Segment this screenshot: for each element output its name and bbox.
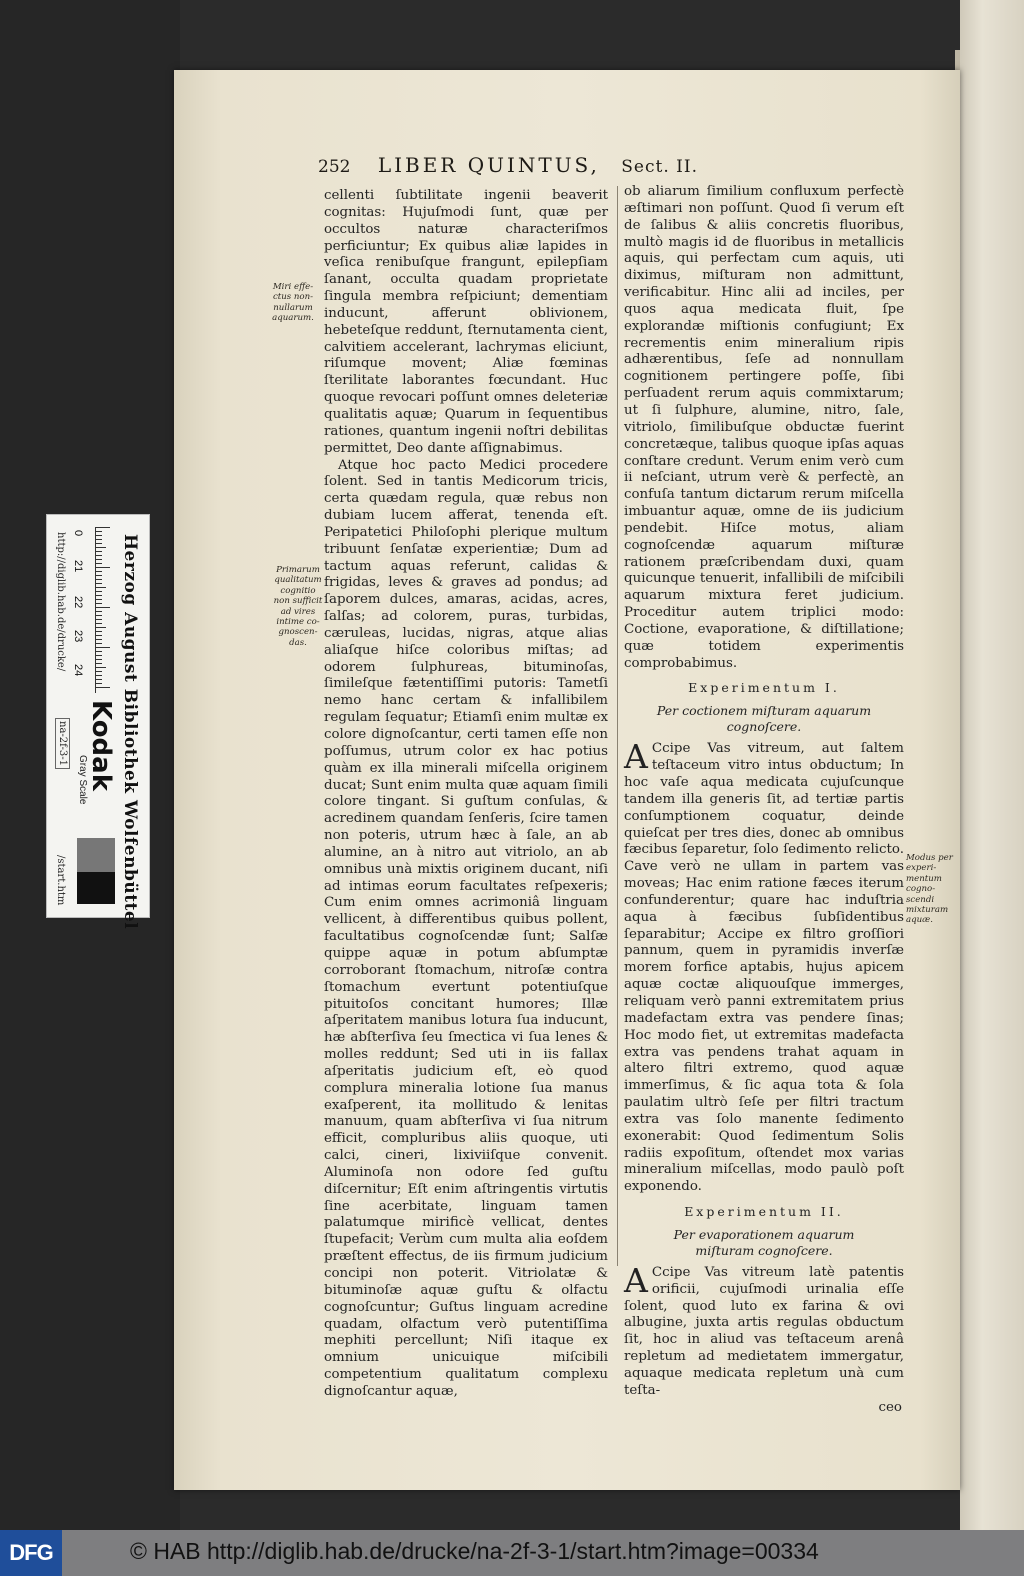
ruler-tick xyxy=(96,651,102,652)
paragraph: cellenti ſubtilitate ingenii beaverit cognitas: Hujuſmodi ſunt, quæ per occultos naturæ characteriſmos perficiuntur; Ex quibus aliæ lapides in veſica renibuſque frangunt, epilepſiam ſanant, occulta quadam proprietate ſingula membra reſpiciunt; dementiam inducunt, afferunt oblivionem, hebeteſque reddunt, ſternutamenta cient, calvitiem accelerant, lachrymas eliciunt, riſumque movent; Aliæ fœminas ſterilitate laborantes fœcundant. Huc quoque revocari poſſunt omnes deleteriæ qualitatis aquæ; Quarum in ſequentibus rationes, quantum ingenii noſtri debilitas permittet, Deo dante aſſignabimus. xyxy=(324,188,608,456)
ruler-tick xyxy=(96,595,102,596)
right-column xyxy=(624,184,904,1417)
black-swatch xyxy=(77,872,115,904)
paragraph xyxy=(624,1260,904,1400)
ruler-tick xyxy=(96,671,102,672)
margin-note: Primarum qualitatum cognitio non sufficit ad vires intime co-gnoscen-das. xyxy=(273,565,323,648)
gray-swatch xyxy=(77,838,115,872)
drop-cap: A xyxy=(624,1260,648,1300)
ruler-tick xyxy=(96,615,102,616)
ruler-tick xyxy=(96,539,102,540)
ruler-tick xyxy=(96,591,102,592)
ruler-tick xyxy=(96,543,102,544)
ruler-label: 21 xyxy=(72,560,84,573)
ruler-tick xyxy=(96,547,106,548)
column-divider xyxy=(617,186,618,1266)
ruler-tick xyxy=(96,579,102,580)
ruler-tick xyxy=(96,575,102,576)
ruler-label: 0 xyxy=(72,530,84,537)
ruler-tick xyxy=(96,563,102,564)
ruler-tick xyxy=(96,531,102,532)
experiment-heading: Experimentum I. xyxy=(688,680,840,696)
ruler-tick xyxy=(96,643,102,644)
experiment-text: Ccipe Vas vitreum latè patentis orificii, cujuſmodi urinalia eſſe ſolent, quod luto ex farina & ovi albugine, juxta artis regulas obductum ſit, hoc in aliud vas teſtaceum arenâ repletum ad medietatem immergatur, aquaque medicata repletum unà cum teſta- xyxy=(624,1264,904,1398)
ruler-tick xyxy=(96,619,102,620)
running-head xyxy=(318,153,838,183)
experiment-subtitle: Per coctionem miſturam aquarum cognoſcere. xyxy=(656,703,872,735)
ruler-tick xyxy=(96,635,102,636)
ruler-tick xyxy=(96,555,102,556)
book-title: LIBER QUINTUS, xyxy=(377,153,600,177)
ruler-tick xyxy=(96,599,102,600)
experiment-text: Ccipe Vas vitreum, aut ſaltem teſtaceum vitro intus obductum; In hoc vaſe aqua medicata cujuſcunque tandem illa generis ſit, ad tertiæ partis conſumptionem coquatur, deinde quieſcat per tres dies, donec ab omnibus fæcibus ſeparetur, ſolo ſedimento relicto. Cave verò ne ullam in partem vas moveas; Hac enim ratione fæces iterum confunderentur; quare hac induſtria aqua à fæcibus ſubſidentibus ſeparabitur; Accipe ex filtro groſſiori pannum, quem in pyramidis inverſæ morem forfice aptabis, hujus apicem aquæ coctæ aliquouſque immerges, reliquam verò panni extremitatem prius madefactam extra vas pendere ſinas; Hoc modo fiet, ut extremitas madefacta extra vas pendens trahat aquam in altero filtri extremo, quod aquæ immerſimus, & ſic aqua tota & ſola paulatim ultrò ſeſe per filtri tractum extra vas ſolo manente ſedimento exonerabit: Quod ſedimentum Solis radiis expoſitum, oſtendet mox varias mineralium miſcellas, modo paulò poſt exponendo. xyxy=(624,741,904,1195)
ruler-label: 23 xyxy=(72,630,84,643)
dfg-logo: DFG xyxy=(0,1530,62,1576)
ruler-tick xyxy=(96,687,110,688)
ruler xyxy=(95,527,118,693)
ruler-tick xyxy=(96,527,110,528)
ruler-tick xyxy=(96,679,102,680)
paragraph xyxy=(624,737,904,1196)
experiment-heading: Experimentum II. xyxy=(684,1204,844,1220)
ruler-tick xyxy=(96,607,110,608)
margin-note: Miri effe-ctus non-nullarum aquarum. xyxy=(272,282,314,324)
ruler-tick xyxy=(96,559,102,560)
drop-cap: A xyxy=(624,737,648,777)
ruler-tick xyxy=(96,603,102,604)
card-id: na-2f-3-1 xyxy=(55,718,70,769)
ruler-tick xyxy=(96,627,106,628)
footer-copyright-url[interactable]: © HAB http://diglib.hab.de/drucke/na-2f-3-1/start.htm?image=00334 xyxy=(130,1538,819,1564)
experiment-subtitle: Per evaporationem aquarum miſturam cognoſcere. xyxy=(673,1226,855,1258)
ruler-tick xyxy=(96,683,102,684)
ruler-tick xyxy=(96,571,102,572)
paragraph: Atque hoc pacto Medici procedere ſolent. Sed in tantis Medicorum tricis, certa quædam regula, quæ rebus non dubiam lucem afferat, tenenda eſt. Peripatetici Philoſophi plerique multum tribuunt ſenſatæ experientiæ; Dum ad tactum aquas referunt, calidas & frigidas, leves & graves ad pondus; ad ſaporem dulces, amaras, acidas, acres, ſalſas; ad colorem, puras, turbidas, cæruleas, lucidas, nigras, atque alias aliaſque hiſce coloribus miſtas; ad odorem ſulphureas, bituminoſas, ſimileſque fætentiſſimi putoris: Tametſi nemo hanc certam & infallibilem regulam ſequatur; Etiamſi enim multæ ex colore dignoſcantur, certi tamen eſſe non poſſumus, utrum color ex hac potius quàm ex illa minerali miſcella originem ducat; Sunt enim multa quæ aquam ſimili colore tingant. Si guſtum conſulas, & acredinem quandam ſenſeris, ſcire tamen non poteris, utrum hæc à ſale, an ab alumine, an à nitro aut vitriolo, an ab omnibus unà mixtis originem ducant, niſi ad intimas eorum facultates reſpexeris; Cum enim omnes acrimoniâ linguam vellicent, à differentibus quibus pollent, facultatibus cognoſcendæ ſunt; Salſæ quippe aquæ in potum abſumptæ corroborant ſtomachum, nitroſæ contra ſtomachum evertunt potentiuſque pituitoſos concitant humores; Illæ aſperitatem manibus lotura ſua inducunt, hæ abſterſiva ſeu ſmectica vi ſua lenes & molles reddunt; Sed uti in iis fallax aſperitatis judicium eſt, eò quod complura mineralia lotione ſua manus exaſperent, ita mollitudo & lenitas manuum, quam abſterſiva vi ſua nitrum efficit, compluribus aliis quoque, uti calci, cineri, lixiviiſque convenit. Aluminoſa non odore ſed guſtu diſcernitur; Eſt enim aſtringentis virtutis ſine acerbitate, linguam tamen palatumque mirificè vellicat, dentes ſtupefacit; Verùm cum multa alia eoſdem præſtent effectus, de iis firmum judicium concipi non poterit. Vitriolatæ & bituminoſæ aquæ guſtu & olfactu cognoſcuntur; Guſtus linguam acredine quadam, olfactum verò putentiſſima mephiti percellunt; Niſi itaque ex omnium unicuique miſcibili competentium qualitatum complexu dignoſcantur aquæ, xyxy=(324,457,608,1399)
ruler-tick xyxy=(96,567,110,568)
card-library-name: Herzog August Bibliothek Wolfenbüttel xyxy=(120,534,140,930)
ruler-tick xyxy=(96,647,110,648)
ruler-tick xyxy=(96,655,102,656)
ruler-tick xyxy=(96,675,102,676)
ruler-label: 24 xyxy=(72,664,84,677)
catchword: ceo xyxy=(878,1399,902,1415)
ruler-tick xyxy=(96,583,102,584)
card-start: /start.htm xyxy=(55,855,66,906)
ruler-tick xyxy=(96,631,102,632)
page-number: 252 xyxy=(318,157,351,177)
ruler-label: 22 xyxy=(72,596,84,609)
left-column xyxy=(324,188,608,1401)
card-url: http://diglib.hab.de/drucke/ xyxy=(55,532,66,672)
paragraph: ob aliarum ſimilium confluxum perfectè æſtimari non poſſunt. Quod ſi verum eſt de ſalibus & aliis concretis fluoribus, multò magis id de fluoribus in metallicis aquis, qui perfectam cum aquis, uti diximus, miſturam non admittunt, verificabitur. Hinc alii ad inciles, per quos aqua medicata fluit, ſpe explorandæ miſtionis confugiunt; Ex recrementis enim mineralium ripis adhærentibus, ſeſe ad nonnullam cognitionem pertingere poſſe, ſibi perſuadent rerum aquis commixtarum; ut ſi ſulphure, alumine, nitro, ſale, vitriolo, ſimilibuſque obductæ fuerint concretæque, talibus quoque ipſas aquas conſtare credunt. Verum enim verò cum ii neſciant, utrum verè & perfectè, an confuſa tantum dictarum rerum miſcella imbuantur aquæ, omne de iis judicium pendebit. Hiſce motus, aliam cognoſcendæ aquarum miſturæ rationem præſcribendam duxi, quam quicunque tenuerit, infallibili de miſcibili aquarum mixtura feret judicium. Proceditur autem triplici modo: Coctione, evaporatione, & diſtillatione; quæ totidem experimentis comprobabimus. xyxy=(624,184,904,671)
footer-bar xyxy=(0,1530,1024,1576)
ruler-tick xyxy=(96,611,102,612)
ruler-tick xyxy=(96,623,102,624)
section-label: Sect. II. xyxy=(621,157,698,177)
background-right xyxy=(960,0,1024,1530)
ruler-tick xyxy=(96,663,102,664)
kodak-logo: Kodak xyxy=(86,700,116,791)
gray-scale-label: Gray Scale xyxy=(77,755,88,805)
ruler-tick xyxy=(96,587,106,588)
ruler-tick xyxy=(96,535,102,536)
ruler-tick xyxy=(96,659,102,660)
ruler-tick xyxy=(96,639,102,640)
ruler-tick xyxy=(96,551,102,552)
margin-note: Modus per experi-mentum cogno-scendi mixturam aquæ. xyxy=(906,853,953,926)
ruler-tick xyxy=(96,667,106,668)
